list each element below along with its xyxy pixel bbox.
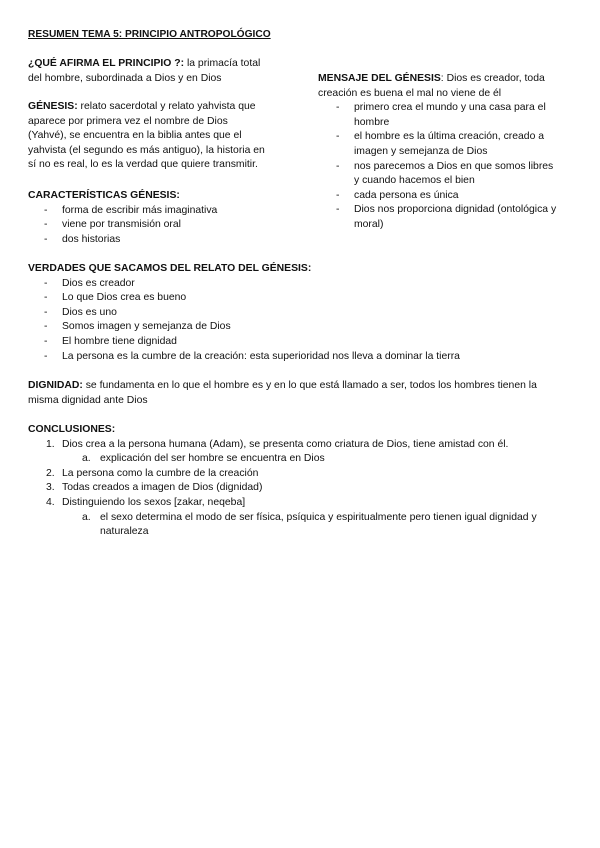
genesis-line-5: sí no es real, lo es la verdad que quiere transmitir. [28, 159, 258, 171]
list-item: - nos parecemos a Dios en que somos libres y cuando hacemos el bien [336, 160, 554, 187]
genesis-line-2: aparece por primera vez el nombre de Dios [28, 115, 228, 127]
list-item: - el hombre es la última creación, creado a imagen y semejanza de Dios [336, 131, 545, 157]
dignidad-section [28, 379, 537, 408]
genesis-intro-section [28, 100, 265, 173]
caracteristicas-list [28, 204, 217, 248]
list-item: - Somos imagen y semejanza de Dios [44, 321, 231, 333]
page-title: RESUMEN TEMA 5: PRINCIPIO ANTROPOLÓGICO [28, 29, 271, 40]
list-item: - Dios es uno [44, 306, 117, 318]
conclusiones-heading: CONCLUSIONES: [28, 424, 116, 435]
verdades-list [28, 277, 460, 365]
dignidad-heading: DIGNIDAD: [28, 380, 83, 391]
mensaje-list [318, 101, 556, 232]
genesis-line-3: (Yahvé), se encuentra en la biblia antes que el [28, 130, 242, 142]
list-item: - primero crea el mundo y una casa para el hombre [336, 102, 546, 128]
mensaje-line-2: creación es buena el mal no viene de él [318, 87, 502, 99]
list-item: - La persona es la cumbre de la creación: esta superioridad nos lleva a dominar la tierra [44, 350, 460, 362]
mensaje-heading: MENSAJE DEL GÉNESIS [318, 73, 441, 84]
list-item: - dos historias [44, 233, 121, 245]
list-item: - Lo que Dios crea es bueno [44, 292, 187, 304]
list-item: a. el sexo determina el modo de ser física, psíquica y espiritualmente pero tienen igual dignidad y naturaleza [82, 511, 537, 538]
verdades-section [28, 262, 460, 364]
list-item: - El hombre tiene dignidad [44, 335, 177, 347]
dignidad-line-1: DIGNIDAD: se fundamenta en lo que el hombre es y en lo que está llamado a ser, todos los hombres tienen la [28, 380, 537, 391]
list-item: - Dios nos proporciona dignidad (ontológica y moral) [336, 204, 557, 230]
list-item: - Dios es creador [44, 277, 135, 289]
verdades-heading: VERDADES QUE SACAMOS DEL RELATO DEL GÉNESIS: [28, 263, 312, 274]
list-item: 3. Todas creados a imagen de Dios (dignidad) [46, 482, 263, 494]
list-item: a. explicación del ser hombre se encuentra en Dios [82, 453, 325, 465]
principio-line-2: del hombre, subordinada a Dios y en Dios [28, 72, 222, 84]
sublist [62, 511, 537, 540]
mensaje-line-1: MENSAJE DEL GÉNESIS: Dios es creador, toda [318, 73, 545, 84]
list-item: 2. La persona como la cumbre de la creación [46, 467, 259, 479]
list-item: - viene por transmisión oral [44, 219, 181, 231]
mensaje-section [318, 72, 556, 233]
principio-section [28, 57, 260, 86]
principio-line-1: ¿QUÉ AFIRMA EL PRINCIPIO ?: la primacía total [28, 58, 261, 69]
genesis-heading: GÉNESIS: [28, 101, 78, 112]
conclusiones-section [28, 423, 537, 540]
caracteristicas-heading: CARACTERÍSTICAS GÉNESIS: [28, 190, 180, 201]
list-item: - forma de escribir más imaginativa [44, 204, 218, 216]
caracteristicas-section [28, 189, 217, 247]
list-item: 4. Distinguiendo los sexos [zakar, neqeba] a. el sexo determina el modo de ser física, psíquica y espiritualmente pero tienen igual dignidad y naturaleza [28, 496, 537, 540]
genesis-line-1: GÉNESIS: relato sacerdotal y relato yahvista que [28, 101, 256, 112]
list-item: 1. Dios crea a la persona humana (Adam), se presenta como criatura de Dios, tiene amistad con él. a. explicación del ser hombre se encuentra en Dios [28, 438, 537, 467]
genesis-line-4: yahvista (el segundo es más antiguo), la historia en [28, 144, 265, 156]
sublist [62, 452, 537, 467]
dignidad-line-2: misma dignidad ante Dios [28, 394, 148, 406]
principio-heading: ¿QUÉ AFIRMA EL PRINCIPIO ?: [28, 58, 185, 69]
list-item: - cada persona es única [336, 189, 459, 201]
conclusiones-list [28, 438, 537, 540]
